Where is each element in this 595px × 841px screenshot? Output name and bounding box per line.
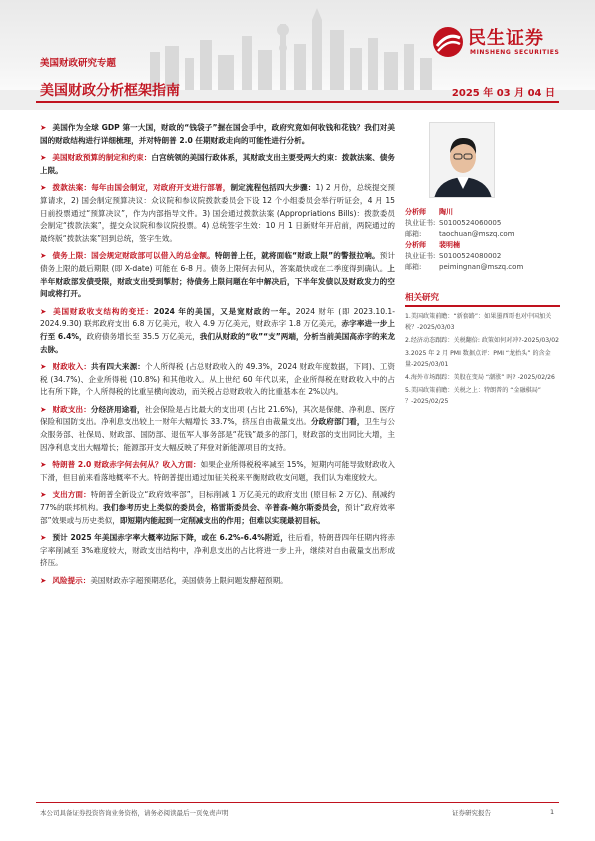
analyst-email[interactable]: peimingnan@mszq.com bbox=[439, 263, 524, 271]
bullet-arrow-icon: ➤ bbox=[40, 490, 47, 500]
report-series: 美国财政研究专题 bbox=[40, 58, 117, 69]
bullet-arrow-icon: ➤ bbox=[40, 362, 47, 372]
summary-paragraph: ➤ 拨款法案：每年由国会制定，对政府开支进行部署，制定流程包括四大步骤：1) 2 月份，总统提交预算请求，2) 国会制定预算决议：众议院和参议院拨款委员会下设 12 个小组委员会举行听证会，4 月 15 日前投票通过“预算决议”，作为内部指导文件。3) 国会通过拨款法案 (Appropriations Bills)：拨款委员会制定“拨款法案”，提交众议院和参议院投票。4) 总统签字生效：10 月 1 日新财年开启前，两院通过的最终版“拨款法案”回到总统，签字生效。 bbox=[40, 183, 396, 243]
summary-paragraph: ➤ 美国财政收支结构的变迁：2024 年的美国，又是宽财政的一年。2024 财年 (即 2023.10.1-2024.9.30) 联邦政府支出 6.8 万亿美元，收入 4.9 万亿美元，财政赤字 1.8 万亿美元，赤字率进一步上行至 6.4%，政府债务增长至 35.5 万亿美元，我们从财政的“收”“支”两端，分析当前美国高赤字的来龙去脉。 bbox=[40, 306, 396, 354]
summary-paragraph: ➤ 财政支出：分经济用途看，社会保险是占比最大的支出项 (占比 21.6%)，其次是保健、净利息、医疗保险和国防支出。净利息支出较上一财年大幅增长 33.7%，挤压自由裁量支出。分政府部门看，卫生与公众服务部、社保局、财政部、国防部、退伍军人事务部是“花钱”最多的部门，财政部的支出同比大增，主因净利息支出大幅增长；能源部开支大幅反映了拜登对新能源项目的支持。 bbox=[40, 404, 396, 452]
header-divider bbox=[36, 101, 559, 103]
analyst-name: 陶川 bbox=[439, 208, 453, 216]
page-number: 1 bbox=[550, 808, 555, 816]
report-header bbox=[0, 0, 595, 110]
summary-paragraph: ➤ 特朗普 2.0 财政赤字何去何从？收入方面：如果企业所得税税率减至 15%，短期内可能导致财政收入下滑，但目前来看落地概率不大。特朗普提出通过加征关税来平衡财政收支问题，我们认为难度较大。 bbox=[40, 460, 395, 482]
report-date: 2025 年 03 月 04 日 bbox=[451, 88, 555, 99]
summary-paragraph: ➤ 财政收入：共有四大来源：个人所得税 (占总财政收入的 49.3%，2024 财政年度数据，下同)、工资税 (34.7%)、企业所得税 (10.8%) 和其他收入。从上世纪 60 年代以来，企业所得税在财政收入中的占比有所下降，个人所得税的比重呈横向波动，而关税占总财政收入的比重基本在 2%以内。 bbox=[40, 362, 395, 397]
bullet-arrow-icon: ➤ bbox=[40, 123, 47, 132]
analyst-email[interactable]: taochuan@mszq.com bbox=[439, 230, 515, 238]
logo-text-cn: 民生证券 bbox=[468, 28, 544, 49]
bullet-arrow-icon: ➤ bbox=[40, 460, 47, 470]
related-link[interactable]: 5.美国政策前瞻：关税之上：特朗普的 “金融棋局” ？-2025/02/25 bbox=[405, 386, 541, 405]
bullet-arrow-icon: ➤ bbox=[40, 533, 47, 543]
analyst-photo bbox=[429, 122, 495, 198]
bullet-arrow-icon: ➤ bbox=[40, 251, 47, 261]
related-research bbox=[405, 292, 560, 409]
summary-paragraph: ➤ 预计 2025 年美国赤字率大概率边际下降，或在 6.2%-6.4%附近，往后看，特朗普四年任期内将赤字率削减至 3%难度较大，财政支出结构中，净利息支出的占比将进一步上升，继续对自由裁量支出形成挤压。 bbox=[40, 533, 396, 568]
bullet-arrow-icon: ➤ bbox=[40, 306, 47, 316]
related-link[interactable]: 3.2025 年 2 月 PMI 数据点评：PMI “龙抬头” 的含金量-2025/03/01 bbox=[405, 349, 551, 368]
summary-paragraph: ➤ 支出方面：特朗普全新设立“政府效率部”，目标削减 1 万亿美元的政府支出 (原目标 2 万亿)、削减约 77%的联邦机构。我们参考历史上类似的委员会，格雷斯委员会、辛普森-鲍尔斯委员会，预计“政府效率部”效果或与历史类似，即短期内能起到一定削减支出的作用；但难以实现最初目标。 bbox=[40, 490, 396, 525]
page-title: 美国财政分析框架指南 bbox=[40, 83, 180, 99]
summary-paragraph: ➤ 风险提示：美国财政赤字超预期恶化，美国债务上限问题发酵超预期。 bbox=[40, 576, 288, 585]
footer-disclaimer: 本公司具备证券投资咨询业务资格，请务必阅读最后一页免责声明 bbox=[40, 809, 229, 817]
bullet-arrow-icon: ➤ bbox=[40, 183, 47, 193]
summary-paragraph: ➤ 美国财政预算的制定和约束：白宫统领的美国行政体系，其财政支出主要受两大约束：拨款法案、债务上限。 bbox=[40, 153, 395, 175]
analyst-info: 分析师 陶川 执业证书: S0100524060005 邮箱: taochuan@mszq.com 分析师 裴明楠 执业证书: S0100524080002 邮箱: peimingnan@mszq.com bbox=[405, 208, 524, 271]
bullet-arrow-icon: ➤ bbox=[40, 404, 47, 414]
footer-divider bbox=[36, 802, 559, 803]
summary-paragraph: ➤ 债务上限：国会规定财政部可以借入的总金额。特朗普上任，就将面临“财政上限”的警报拉响。预计债务上限的最后期限 (即 X-date) 可能在 6-8 月。债务上限何去何从，答案最快或在二季度得到确认。上半年财政部发债受限，财政支出受到掣肘；待债务上限问题在年中解决后，下半年发债以及财政发力的空间或将打开。 bbox=[40, 251, 395, 299]
summary-paragraph: ➤ 美国作为全球 GDP 第一大国，财政的“钱袋子”握在国会手中，政府究竟如何收钱和花钱？我们对美国的财政结构进行详细梳理，并对特朗普 2.0 任期财政走向的可能性进行分析。 bbox=[40, 123, 395, 145]
bullet-arrow-icon: ➤ bbox=[40, 576, 47, 585]
company-logo bbox=[432, 22, 582, 66]
bullet-arrow-icon: ➤ bbox=[40, 153, 47, 163]
related-link[interactable]: 4.海外市场跟踪：美股在变局 “潮涨” 吗? -2025/02/26 bbox=[405, 373, 555, 381]
footer-report-type: 证券研究报告 bbox=[452, 809, 491, 817]
related-research-title: 相关研究 bbox=[405, 293, 440, 303]
minsheng-logo-icon bbox=[432, 26, 464, 58]
analyst-name: 裴明楠 bbox=[439, 241, 460, 249]
related-link[interactable]: 2.经济动态跟踪：关税翻倍: 政策如何对冲?-2025/03/02 bbox=[405, 336, 559, 344]
avatar bbox=[430, 123, 495, 198]
related-link[interactable]: 1.美国政策前瞻：“新套路”：如果墨西哥也对中国加关税？-2025/03/03 bbox=[405, 312, 552, 331]
summary-body bbox=[40, 122, 395, 593]
logo-text-en: MINSHENG SECURITIES bbox=[470, 49, 560, 56]
related-divider bbox=[405, 305, 560, 307]
